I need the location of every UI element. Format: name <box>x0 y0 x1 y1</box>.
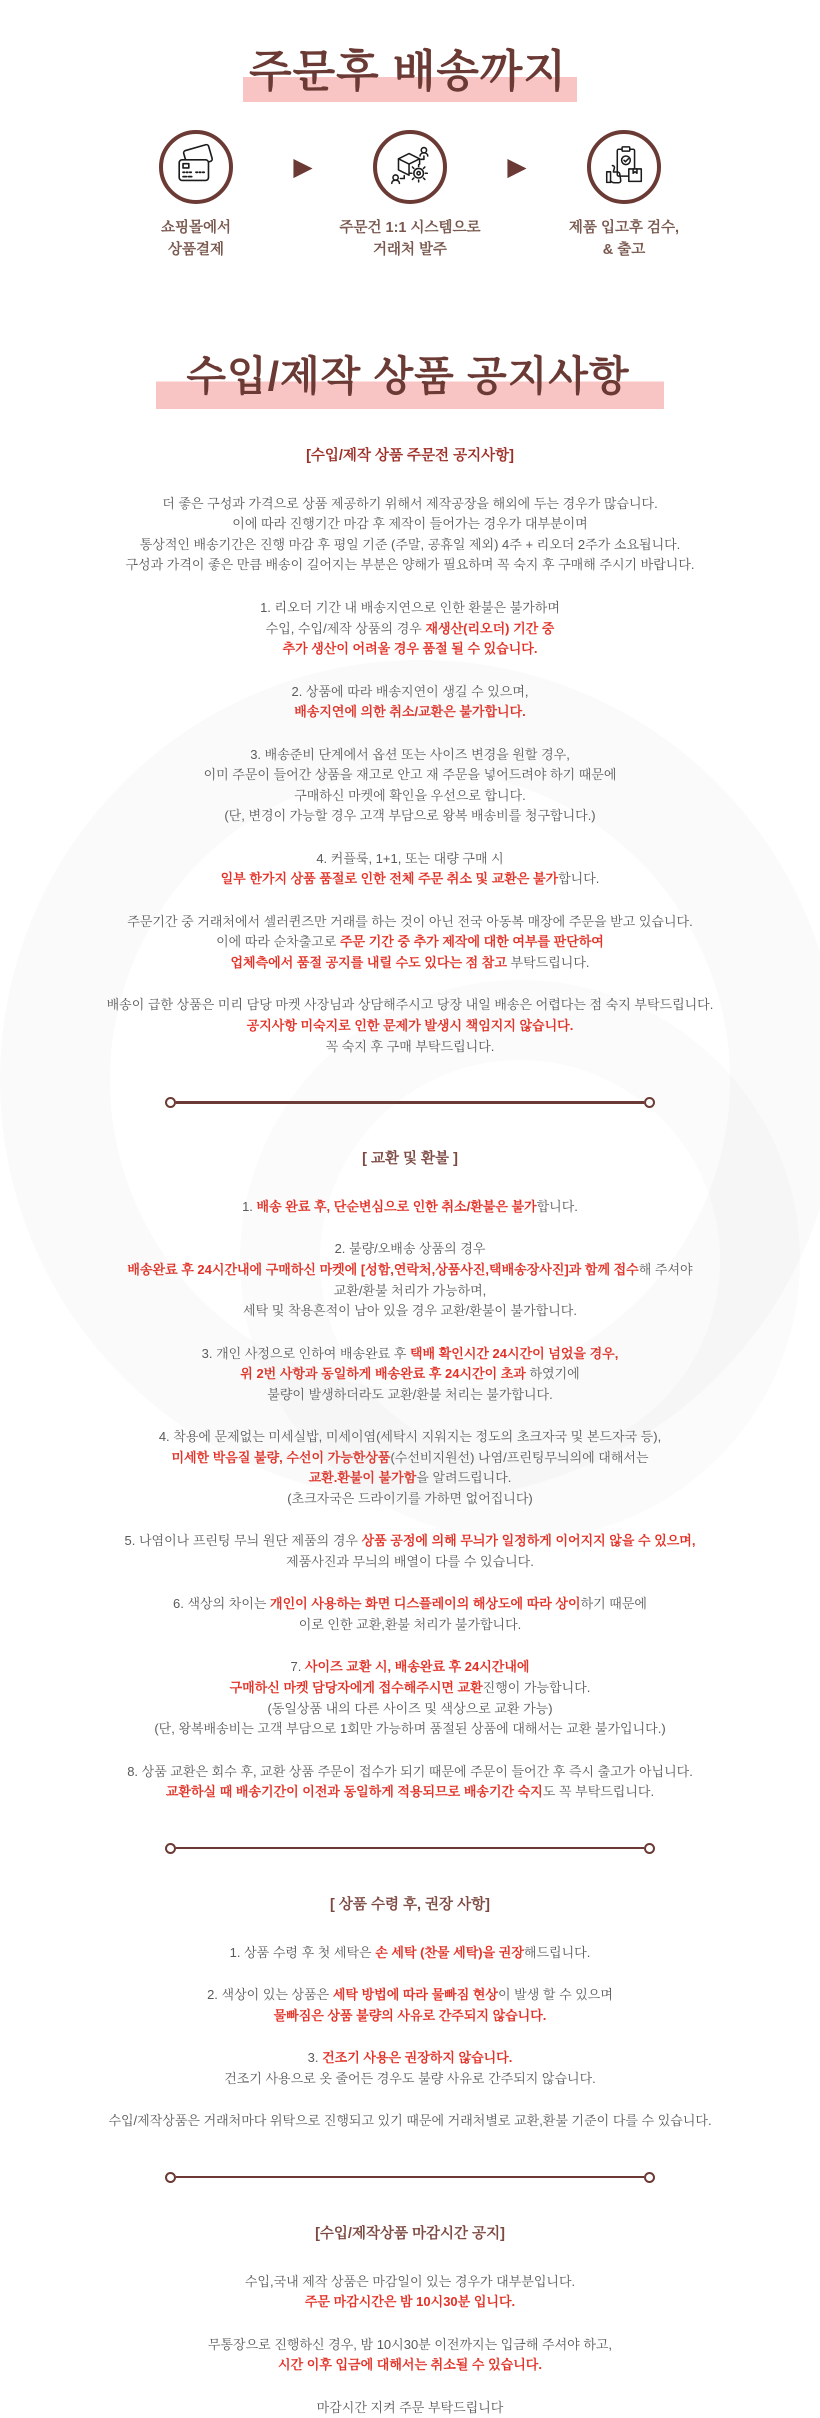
section-header <box>70 2223 750 2246</box>
text-line: 배송이 급한 상품은 미리 담당 마켓 사장님과 상담해주시고 당장 내일 배송은 어렵다는 점 숙지 부탁드립니다. <box>106 997 714 1013</box>
text-line: 교환/환불 처리가 가능하며, <box>333 1282 487 1298</box>
notice-paragraph <box>70 2272 750 2313</box>
notice-paragraph <box>70 598 750 660</box>
text-line: 공지사항 미숙지로 인한 문제가 발생시 책임지지 않습니다. <box>246 1017 574 1033</box>
notice-paragraph <box>70 1197 750 1218</box>
notice-paragraph <box>70 912 750 974</box>
notice-paragraph <box>70 1657 750 1739</box>
notice-paragraph <box>70 2048 750 2089</box>
notice-paragraph <box>70 2398 750 2418</box>
text-line: 4. 착용에 문제없는 미세실밥, 미세이염(세탁시 지워지는 정도의 초크자국 및 본드자국 등), <box>158 1429 662 1445</box>
step-payment-label <box>112 218 280 262</box>
text-line: 3. 개인 사정으로 인하여 배송완료 후 택배 확인시간 24시간이 넘었을 경우, <box>201 1345 619 1361</box>
notice-paragraph <box>70 1531 750 1572</box>
text-line: 3. 건조기 사용은 권장하지 않습니다. <box>307 2050 513 2066</box>
inspection-shipping-icon <box>587 130 661 204</box>
text-line: 이로 인한 교환,환불 처리가 불가합니다. <box>298 1616 522 1632</box>
step-label-line: & 출고 <box>602 242 646 259</box>
arrow-right-icon: ▶ <box>293 153 313 182</box>
divider-line <box>176 1847 644 1850</box>
step-label-line: 상품결제 <box>167 242 225 259</box>
text-line: 2. 불량/오배송 상품의 경우 <box>334 1241 486 1257</box>
order-system-icon <box>373 130 447 204</box>
text-line: 더 좋은 구성과 가격으로 상품 제공하기 위해서 제작공장을 해외에 두는 경우가 많습니다. <box>162 495 658 511</box>
notice-paragraph <box>70 995 750 1057</box>
text-line: 구성과 가격이 좋은 만큼 배송이 길어지는 부분은 양해가 필요하며 꼭 숙지 후 구매해 주시기 바랍니다. <box>125 557 695 573</box>
text-line: 3. 배송준비 단계에서 옵션 또는 사이즈 변경을 원할 경우, <box>250 746 570 762</box>
text-line: (단, 왕복배송비는 고객 부담으로 1회만 가능하며 품절된 상품에 대해서는 교환 불가입니다.) <box>154 1721 666 1737</box>
text-line: 수입,국내 제작 상품은 마감일이 있는 경우가 대부분입니다. <box>244 2273 576 2289</box>
process-title-text: 주문후 배송까지 <box>243 48 577 102</box>
text-line: 7. 사이즈 교환 시, 배송완료 후 24시간내에 <box>290 1659 530 1675</box>
text-line: (단, 변경이 가능할 경우 고객 부담으로 왕복 배송비를 청구합니다.) <box>224 808 596 824</box>
divider-endpoint-circle <box>165 2172 176 2183</box>
text-line: 배송완료 후 24시간내에 구매하신 마켓에 [성함,연락처,상품사진,택배송장사진]과 함께 접수해 주셔야 <box>127 1262 693 1278</box>
text-line: 2. 상품에 따라 배송지연이 생길 수 있으며, <box>291 683 529 699</box>
step-label-line: 제품 입고후 검수, <box>568 220 680 237</box>
section-header <box>70 1894 750 1917</box>
notice-paragraph <box>70 1762 750 1803</box>
divider-line <box>176 2176 644 2179</box>
text-line: 교환.환불이 불가함을 알려드립니다. <box>308 1470 512 1486</box>
step-order-system-label <box>326 218 494 262</box>
text-line: 수입/제작상품은 거래처마다 위탁으로 진행되고 있기 때문에 거래처별로 교환,환불 기준이 다를 수 있습니다. <box>108 2113 712 2129</box>
text-line: 이에 따라 진행기간 마감 후 제작이 들어가는 경우가 대부분이며 <box>232 516 588 532</box>
step-inspection <box>540 130 708 262</box>
text-line: 통상적인 배송기간은 진행 마감 후 평일 기준 (주말, 공휴일 제외) 4주 + 리오더 2주가 소요됩니다. <box>139 536 681 552</box>
notice-paragraph <box>70 494 750 576</box>
section-header <box>70 445 750 468</box>
notice-paragraph <box>70 1239 750 1321</box>
divider-endpoint-circle <box>165 1097 176 1108</box>
text-line: 물빠짐은 상품 불량의 사유로 간주되지 않습니다. <box>273 2007 547 2023</box>
section-divider <box>165 1843 655 1854</box>
text-line: [ 상품 수령 후, 권장 사항] <box>330 1896 490 1913</box>
text-line: 구매하신 마켓 담당자에게 접수해주시면 교환진행이 가능합니다. <box>229 1679 591 1695</box>
text-line: 6. 색상의 차이는 개인이 사용하는 화면 디스플레이의 해상도에 따라 상이하기 때문에 <box>173 1596 647 1612</box>
text-line: 배송지연에 의한 취소/교환은 불가합니다. <box>294 704 526 720</box>
text-line: 수입, 수입/제작 상품의 경우 재생산(리오더) 기간 중 <box>265 620 555 636</box>
text-line: 제품사진과 무늬의 배열이 다를 수 있습니다. <box>286 1553 534 1569</box>
text-line: (초크자국은 드라이기를 가하면 없어집니다) <box>287 1490 533 1506</box>
text-line: 주문기간 중 거래처에서 셀러퀸즈만 거래를 하는 것이 아닌 전국 아동복 매장에 주문을 받고 있습니다. <box>127 913 693 929</box>
section-header <box>70 1148 750 1171</box>
text-line: 일부 한가지 상품 품절로 인한 전체 주문 취소 및 교환은 불가합니다. <box>220 871 600 887</box>
text-line: 1. 배송 완료 후, 단순변심으로 인한 취소/환불은 불가합니다. <box>242 1198 578 1214</box>
text-line: 업체측에서 품절 공지를 내릴 수도 있다는 점 참고 부탁드립니다. <box>230 954 590 970</box>
product-notice-page <box>60 0 760 2415</box>
notice-paragraph <box>70 682 750 723</box>
notice-paragraph <box>70 745 750 827</box>
text-line: 시간 이후 입금에 대해서는 취소될 수 있습니다. <box>278 2357 542 2373</box>
divider-endpoint-circle <box>644 1843 655 1854</box>
text-line: 5. 나염이나 프린팅 무늬 원단 제품의 경우 상품 공정에 의해 무늬가 일정하게 이어지지 않을 수 있으며, <box>124 1533 696 1549</box>
text-line: 1. 리오더 기간 내 배송지연으로 인한 환불은 불가하며 <box>260 600 560 616</box>
step-inspection-label <box>540 218 708 262</box>
step-label-line: 쇼핑몰에서 <box>160 220 232 237</box>
text-line: 8. 상품 교환은 회수 후, 교환 상품 주문이 접수가 되기 때문에 주문이 들어간 후 즉시 출고가 아닙니다. <box>127 1763 693 1779</box>
divider-endpoint-circle <box>165 1843 176 1854</box>
divider-endpoint-circle <box>644 1097 655 1108</box>
text-line: 건조기 사용으로 옷 줄어든 경우도 불량 사유로 간주되지 않습니다. <box>224 2070 596 2086</box>
text-line: 무통장으로 진행하신 경우, 밤 10시30분 이전까지는 입금해 주셔야 하고, <box>207 2336 613 2352</box>
text-line: 2. 색상이 있는 상품은 세탁 방법에 따라 물빠짐 현상이 발생 할 수 있으며 <box>207 1987 613 2003</box>
notice-paragraph <box>70 1943 750 1964</box>
notice-paragraph <box>70 2111 750 2132</box>
text-line: 위 2번 사항과 동일하게 배송완료 후 24시간이 초과 하였기에 <box>240 1366 580 1382</box>
notice-paragraph <box>70 1985 750 2026</box>
credit-card-icon <box>159 130 233 204</box>
text-line: 미세한 박음질 불량, 수선이 가능한상품(수선비지원선) 나염/프린팅무늬의에 대해서는 <box>171 1449 649 1465</box>
text-line: 주문 마감시간은 밤 10시30분 입니다. <box>304 2294 516 2310</box>
process-title <box>60 48 760 102</box>
text-line: [ 교환 및 환불 ] <box>362 1151 458 1168</box>
notice-paragraph <box>70 1594 750 1635</box>
text-line: 꼭 숙지 후 구매 부탁드립니다. <box>325 1038 495 1054</box>
order-process-section <box>60 0 760 262</box>
step-order-system <box>326 130 494 262</box>
text-line: 이에 따라 순차출고로 주문 기간 중 추가 제작에 대한 여부를 판단하여 <box>216 934 604 950</box>
step-payment <box>112 130 280 262</box>
process-steps <box>60 130 760 262</box>
text-line: 1. 상품 수령 후 첫 세탁은 손 세탁 (찬물 세탁)을 권장해드립니다. <box>229 1944 591 1960</box>
notice-title <box>60 354 760 409</box>
step-label-line: 거래처 발주 <box>372 242 448 259</box>
notice-paragraph <box>70 1427 750 1509</box>
text-line: 구매하신 마켓에 확인을 우선으로 합니다. <box>294 787 526 803</box>
text-line: 세탁 및 착용흔적이 남아 있을 경우 교환/환불이 불가합니다. <box>243 1303 577 1319</box>
text-line: (동일상품 내의 다른 사이즈 및 색상으로 교환 가능) <box>267 1700 553 1716</box>
section-divider <box>165 1097 655 1108</box>
notice-body <box>60 445 760 2418</box>
notice-paragraph <box>70 849 750 890</box>
notice-paragraph <box>70 2335 750 2376</box>
text-line: [수입/제작상품 마감시간 공지] <box>315 2225 505 2242</box>
text-line: 이미 주문이 들어간 상품을 재고로 안고 재 주문을 넣어드려야 하기 때문에 <box>203 767 617 783</box>
text-line: [수입/제작 상품 주문전 공지사항] <box>306 447 514 464</box>
text-line: 마감시간 지켜 주문 부탁드립니다 <box>316 2399 504 2415</box>
arrow-right-icon: ▶ <box>507 153 527 182</box>
text-line: 4. 커플룩, 1+1, 또는 대량 구매 시 <box>316 850 504 866</box>
text-line: 추가 생산이 어려울 경우 품절 될 수 있습니다. <box>282 641 538 657</box>
divider-endpoint-circle <box>644 2172 655 2183</box>
notice-paragraph <box>70 1344 750 1406</box>
notice-title-text: 수입/제작 상품 공지사항 <box>156 354 663 409</box>
step-label-line: 주문건 1:1 시스템으로 <box>339 220 481 237</box>
section-divider <box>165 2172 655 2183</box>
text-line: 불량이 발생하더라도 교환/환불 처리는 불가합니다. <box>267 1386 553 1402</box>
divider-line <box>176 1101 644 1104</box>
text-line: 교환하실 때 배송기간이 이전과 동일하게 적용되므로 배송기간 숙지도 꼭 부탁드립니다. <box>165 1784 655 1800</box>
